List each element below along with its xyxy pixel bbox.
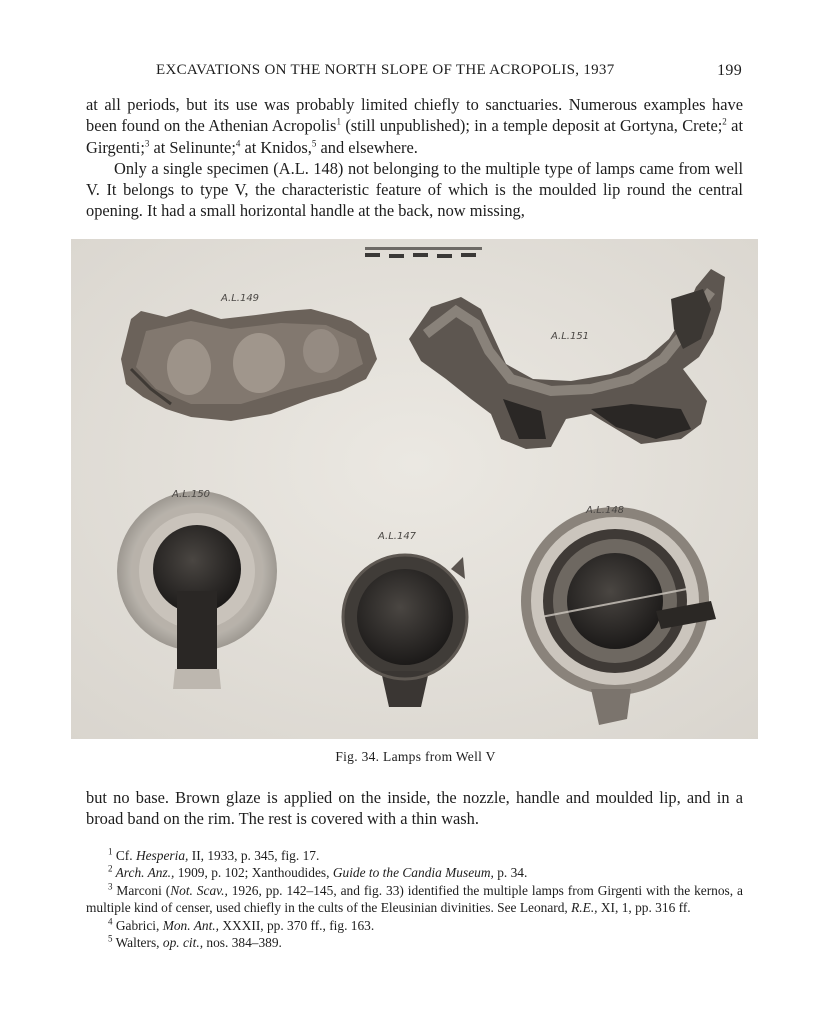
footnote-5-abbrev: op. cit., — [162, 935, 204, 951]
footnote-5-text-a: Walters, — [112, 935, 163, 951]
footnote-1-text-a: Cf. — [112, 848, 136, 863]
footnote-2-book: Guide to the Candia Museum, — [332, 865, 494, 881]
footnote-2-text-a: 1909, p. 102; Xanthoudides, — [174, 865, 333, 881]
paragraph-1 — [86, 94, 743, 158]
footnote-5-number: 5 — [108, 933, 113, 944]
footnote-4-text-b: XXXII, pp. 370 ff., fig. 163. — [219, 917, 375, 933]
running-head — [86, 60, 742, 82]
footnote-1 — [86, 847, 743, 864]
footnote-1-text-b: II, 1933, p. 345, fig. 17. — [188, 848, 320, 863]
label-al149: A.L.149 — [221, 293, 260, 304]
body-text-bottom — [86, 787, 743, 830]
footnote-2-journal: Arch. Anz., — [112, 865, 175, 881]
footnote-4 — [86, 917, 743, 934]
footnote-1-number: 1 — [108, 846, 113, 857]
footnote-3-text-b: 1926, pp. 142–145, and fig. 33) identified the multiple lamps from Girgenti with the kernos, a multiple kind of censer, used chiefly in the cults of the Eleusinian divinities. See Leonard, — [86, 882, 743, 916]
footnote-3-text-a: Marconi ( — [112, 882, 171, 898]
footnote-ref-4[interactable]: 4 — [235, 138, 241, 149]
footnote-ref-2[interactable]: 2 — [722, 116, 727, 127]
footnote-4-journal: Mon. Ant., — [162, 917, 219, 933]
footnote-3-text-c: XI, 1, pp. 316 ff. — [597, 900, 691, 916]
footnote-2 — [86, 864, 743, 881]
footnote-2-text-b: p. 34. — [493, 865, 528, 881]
label-al151: A.L.151 — [551, 331, 590, 342]
footnote-ref-1[interactable]: 1 — [336, 116, 341, 127]
label-al150: A.L.150 — [172, 489, 211, 500]
footnote-3-reference: R.E., — [571, 900, 598, 916]
paragraph-1-text-d: at Selinunte; — [149, 137, 236, 157]
footnote-2-number: 2 — [108, 863, 113, 874]
running-head-title: EXCAVATIONS ON THE NORTH SLOPE OF THE ACROPOLIS, 1937 — [156, 62, 615, 78]
footnote-5-text-b: nos. 384–389. — [203, 935, 282, 951]
label-al148: A.L.148 — [586, 505, 625, 516]
lamps-photo — [71, 239, 758, 739]
footnote-4-number: 4 — [108, 916, 113, 927]
footnote-3-journal: Not. Scav., — [170, 882, 228, 898]
footnote-1-journal: Hesperia, — [135, 848, 189, 863]
paragraph-1-text-c: at Girgenti; — [86, 116, 743, 157]
paragraph-1-text-f: and elsewhere. — [316, 137, 418, 157]
paragraph-3: but no base. Brown glaze is applied on the inside, the nozzle, handle and moulded lip, and in a broad band on the rim. The rest is covered with a thin wash. — [86, 788, 743, 829]
label-al147: A.L.147 — [378, 531, 417, 542]
footnotes — [86, 847, 743, 951]
footnote-ref-3[interactable]: 3 — [144, 138, 150, 149]
paragraph-1-text-e: at Knidos, — [240, 137, 312, 157]
footnote-5 — [86, 934, 743, 951]
paragraph-2: Only a single specimen (A.L. 148) not belonging to the multiple type of lamps came from well V. It belongs to type V, the characteristic feature of which is the moulded lip round the central opening. It had a small horizontal handle at the back, now missing, — [86, 158, 743, 221]
page-number: 199 — [717, 62, 742, 79]
figure-photograph — [71, 239, 758, 739]
body-text-top — [86, 94, 743, 222]
footnote-4-text-a: Gabrici, — [112, 917, 163, 933]
footnote-ref-5[interactable]: 5 — [311, 138, 317, 149]
footnote-3 — [86, 882, 743, 917]
figure-caption: Fig. 34. Lamps from Well V — [335, 749, 496, 764]
paragraph-1-text-a: at all periods, but its use was probably limited chiefly to sanctuaries. Numerous examples have been found on the Athenian Acropolis — [86, 95, 743, 136]
paragraph-1-text-b: (still unpublished); in a temple deposit at Gortyna, Crete; — [340, 116, 723, 136]
footnote-3-number: 3 — [108, 881, 113, 892]
